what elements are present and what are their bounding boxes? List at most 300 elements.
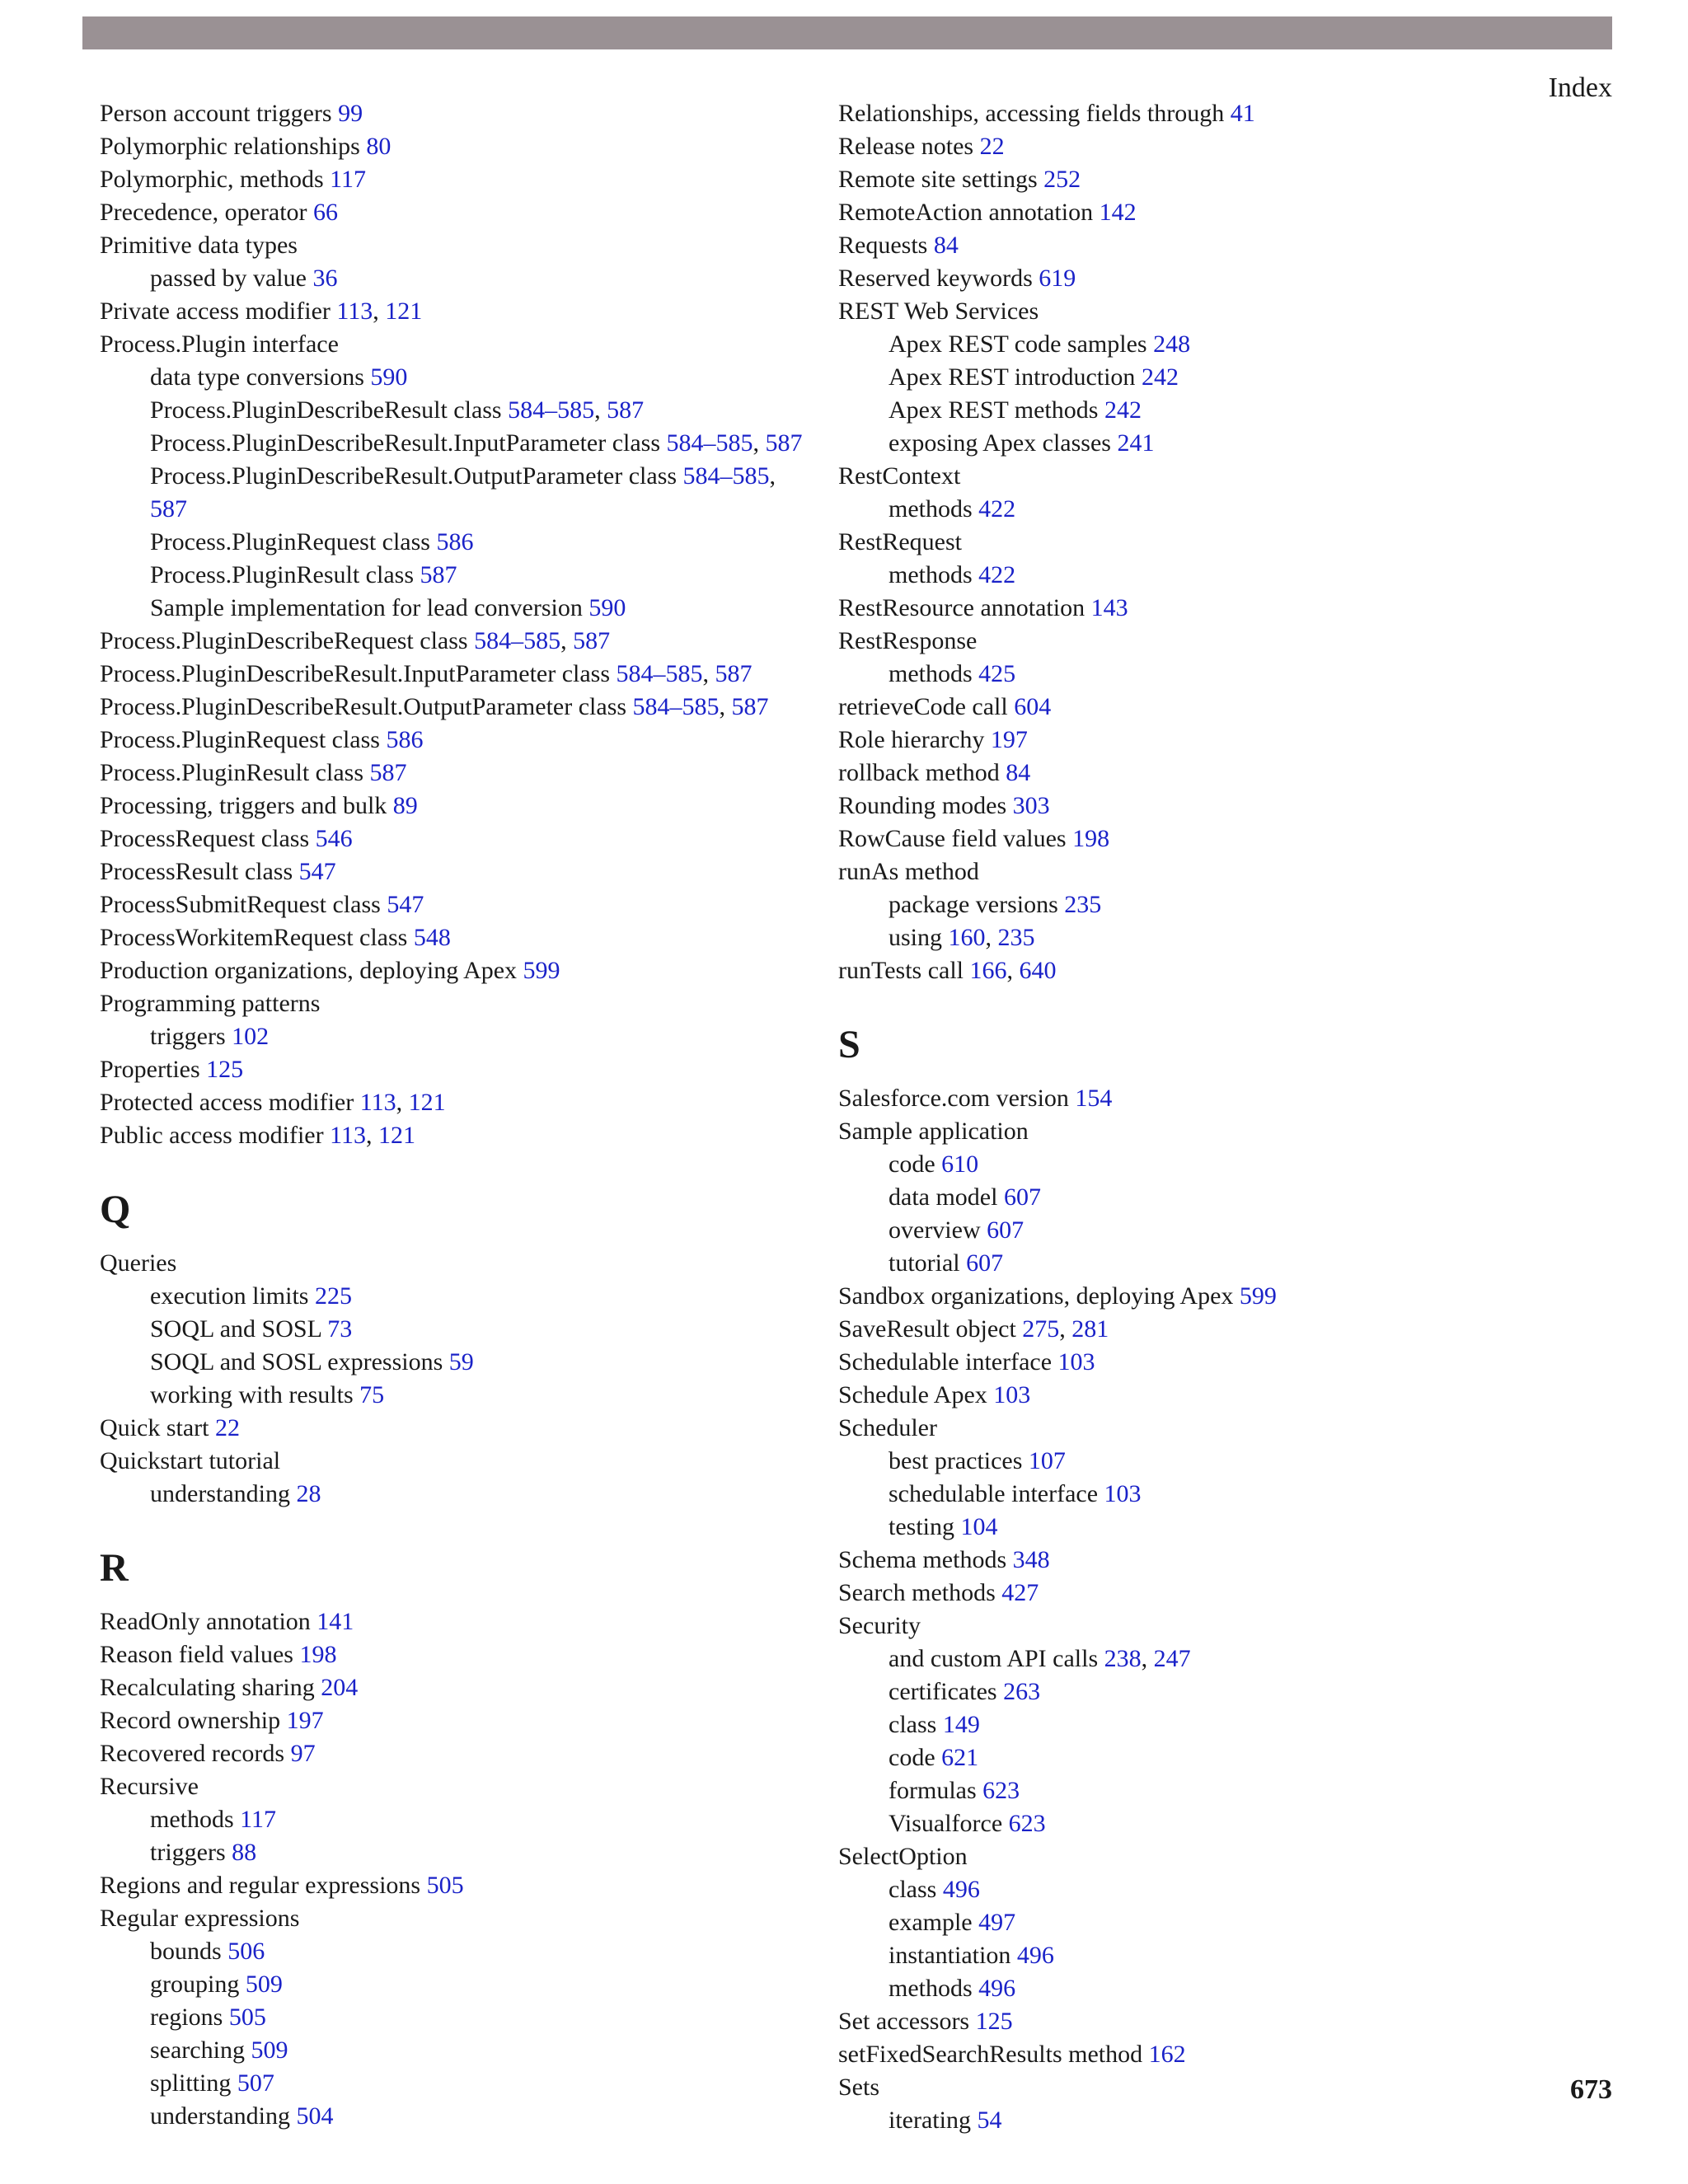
section-letter: Q: [100, 1188, 131, 1231]
index-entry: [838, 1412, 1547, 1445]
page-reference-link[interactable]: 607: [987, 1216, 1025, 1244]
index-entry: [838, 592, 1547, 625]
page-reference-link[interactable]: 607: [1003, 1183, 1041, 1211]
index-subentry: [838, 1247, 1547, 1280]
index-entry: runTests call 166, 640: [838, 957, 1057, 984]
index-subentry: [838, 1939, 1547, 1972]
entry-term: retrieveCode call: [838, 693, 1015, 720]
page-reference-link[interactable]: 281: [1071, 1315, 1109, 1343]
index-subentry: [838, 1445, 1547, 1478]
entry-term: Process.PluginDescribeRequest class: [100, 627, 475, 654]
index-entry: [100, 1869, 809, 1902]
index-subentry: [100, 1346, 809, 1379]
page-reference-link[interactable]: 103: [1104, 1480, 1142, 1507]
page-reference-link[interactable]: 22: [214, 1414, 240, 1441]
entry-term: Rounding modes: [838, 792, 1013, 819]
entry-term: Queries: [100, 1249, 177, 1277]
entry-term: RemoteAction annotation: [838, 199, 1100, 226]
entry-term: Apex REST introduction: [889, 363, 1142, 391]
page-reference-link[interactable]: 121: [377, 1122, 415, 1149]
entry-term: overview: [889, 1216, 987, 1244]
page-reference-link[interactable]: 604: [1014, 693, 1052, 720]
page-reference-link[interactable]: 121: [385, 298, 423, 325]
index-subentry: [100, 2034, 809, 2067]
page-reference-link[interactable]: 497: [978, 1909, 1016, 1936]
page-reference-link[interactable]: 422: [978, 495, 1016, 523]
page-reference-link[interactable]: 584–585: [632, 693, 720, 720]
page-reference-link[interactable]: 141: [316, 1608, 354, 1635]
index-entry: [838, 1082, 1547, 1115]
entry-term: RestResource annotation: [838, 594, 1091, 621]
index-subentry: [100, 592, 809, 625]
index-subentry: [838, 493, 1547, 526]
entry-term: runTests call: [838, 957, 970, 984]
entry-term: ProcessWorkitemRequest class: [100, 924, 414, 951]
index-subentry: [100, 1478, 809, 1511]
entry-term: triggers: [150, 1023, 232, 1050]
page-reference-link[interactable]: 149: [942, 1711, 980, 1738]
section-letter: S: [838, 1023, 860, 1066]
index-entry: [100, 229, 809, 262]
page-reference-link[interactable]: 610: [941, 1151, 979, 1178]
page-reference-link[interactable]: 590: [370, 363, 408, 391]
page-reference-link[interactable]: 160: [948, 924, 986, 951]
page-reference-link[interactable]: 99: [338, 100, 363, 127]
index-entry: SaveResult object 275, 281: [838, 1315, 1109, 1343]
entry-term: RestRequest: [838, 528, 962, 555]
page-reference-link[interactable]: 587: [731, 693, 769, 720]
page-reference-link[interactable]: 587: [607, 396, 645, 424]
index-subentry: [100, 1935, 809, 1968]
entry-term: rollback method: [838, 759, 1006, 786]
page-reference-link[interactable]: 425: [978, 660, 1016, 687]
index-subentry: [100, 1379, 809, 1412]
entry-term: exposing Apex classes: [889, 429, 1118, 457]
entry-term: passed by value: [150, 265, 313, 292]
index-entry: [838, 1379, 1547, 1412]
page-reference-link[interactable]: 509: [245, 1971, 283, 1998]
index-subentry: [838, 658, 1547, 691]
page-reference-link[interactable]: 36: [312, 265, 338, 292]
index-subentry: [838, 1511, 1547, 1544]
page-reference-link[interactable]: 584–585: [616, 660, 703, 687]
page-reference-link[interactable]: 303: [1012, 792, 1050, 819]
index-subentry: and custom API calls 238, 247: [889, 1645, 1191, 1672]
page-reference-link[interactable]: 507: [237, 2069, 274, 2097]
entry-term: Process.PluginDescribeResult.OutputParameter class: [150, 462, 683, 490]
page-reference-link[interactable]: 22: [979, 133, 1005, 160]
page-reference-link[interactable]: 248: [1153, 330, 1191, 358]
page-reference-link[interactable]: 103: [993, 1381, 1031, 1408]
index-entry: Protected access modifier 113, 121: [100, 1089, 446, 1116]
page-reference-link[interactable]: 422: [978, 561, 1016, 588]
index-entry: [838, 1115, 1547, 1148]
page-reference-link[interactable]: 584–585: [474, 627, 561, 654]
page-reference-link[interactable]: 252: [1043, 166, 1081, 193]
page-reference-link[interactable]: 496: [1016, 1942, 1054, 1969]
entry-term: setFixedSearchResults method: [838, 2041, 1149, 2068]
page-reference-link[interactable]: 113: [359, 1089, 396, 1116]
entry-term: SaveResult object: [838, 1315, 1023, 1343]
entry-term: and custom API calls: [889, 1645, 1104, 1672]
index-entry: [100, 921, 809, 954]
index-column-left: [100, 97, 809, 2133]
page-reference-link[interactable]: 117: [330, 166, 367, 193]
index-subentry: [100, 1836, 809, 1869]
page-reference-link[interactable]: 584–585: [508, 396, 595, 424]
entry-term: Salesforce.com version: [838, 1085, 1076, 1112]
page-reference-link[interactable]: 586: [386, 726, 424, 753]
page-reference-link[interactable]: 587: [420, 561, 457, 588]
page-reference-link[interactable]: 162: [1148, 2041, 1186, 2068]
page-reference-link[interactable]: 546: [315, 825, 353, 852]
index-subentry: [100, 559, 809, 592]
entry-term: Person account triggers: [100, 100, 339, 127]
entry-term: RowCause field values: [838, 825, 1073, 852]
page-reference-link[interactable]: 619: [1039, 265, 1076, 292]
index-subentry: Process.PluginDescribeResult class 584–585, 587: [150, 396, 645, 424]
page-reference-link[interactable]: 496: [978, 1975, 1016, 2002]
entry-term: Quick start: [100, 1414, 215, 1441]
page-reference-link[interactable]: 235: [997, 924, 1035, 951]
page-reference-link[interactable]: 154: [1075, 1085, 1113, 1112]
entry-term: Private access modifier: [100, 298, 337, 325]
index-entry: [100, 1445, 809, 1478]
page-reference-link[interactable]: 97: [290, 1740, 316, 1767]
entry-term: understanding: [150, 1480, 297, 1507]
page-reference-link[interactable]: 584–585: [666, 429, 753, 457]
entry-term: methods: [889, 660, 979, 687]
index-entry: [100, 97, 809, 130]
page-reference-link[interactable]: 238: [1104, 1645, 1142, 1672]
entry-term: certificates: [889, 1678, 1004, 1705]
entry-term: Process.PluginRequest class: [150, 528, 437, 555]
page-reference-link[interactable]: 584–585: [682, 462, 770, 490]
entry-term: Process.PluginRequest class: [100, 726, 387, 753]
page-reference-link[interactable]: 547: [298, 858, 336, 885]
index-subentry: [100, 1020, 809, 1053]
page-number: 673: [1570, 2074, 1612, 2105]
entry-term: Regular expressions: [100, 1905, 300, 1932]
entry-term: schedulable interface: [889, 1480, 1104, 1507]
page-reference-link[interactable]: 427: [1001, 1579, 1039, 1606]
entry-term: class: [889, 1876, 943, 1903]
entry-term: Set accessors: [838, 2008, 976, 2035]
page-reference-link[interactable]: 197: [286, 1707, 324, 1734]
entry-term: execution limits: [150, 1282, 315, 1310]
entry-term: Process.PluginDescribeResult.OutputParameter class: [100, 693, 633, 720]
entry-term: Apex REST code samples: [889, 330, 1154, 358]
index-subentry: [838, 559, 1547, 592]
page-reference-link[interactable]: 80: [366, 133, 392, 160]
entry-term: Sets: [838, 2074, 880, 2101]
entry-term: triggers: [150, 1839, 232, 1866]
index-subentry: [100, 262, 809, 295]
page-reference-link[interactable]: 75: [359, 1381, 385, 1408]
page-reference-link[interactable]: 121: [408, 1089, 446, 1116]
index-subentry: [100, 526, 809, 559]
page-reference-link[interactable]: 28: [296, 1480, 321, 1507]
page-reference-link[interactable]: 548: [413, 924, 451, 951]
page-reference-link[interactable]: 587: [150, 495, 187, 523]
page-reference-link[interactable]: 505: [426, 1872, 464, 1899]
page-reference-link[interactable]: 89: [392, 792, 418, 819]
section-letter: R: [100, 1546, 129, 1590]
entry-term: methods: [889, 495, 979, 523]
entry-term: Role hierarchy: [838, 726, 991, 753]
index-entry: [838, 163, 1547, 196]
index-entry: [838, 1840, 1547, 1873]
index-entry: [100, 954, 809, 987]
index-entry: [838, 757, 1547, 790]
index-entry: [838, 1577, 1547, 1610]
index-entry: [100, 1605, 809, 1638]
page-reference-link[interactable]: 84: [933, 232, 959, 259]
page-reference-link[interactable]: 113: [336, 298, 373, 325]
page-reference-link[interactable]: 621: [941, 1744, 979, 1771]
entry-term: Regions and regular expressions: [100, 1872, 427, 1899]
page-reference-link[interactable]: 142: [1099, 199, 1137, 226]
page-reference-link[interactable]: 197: [990, 726, 1028, 753]
page-reference-link[interactable]: 66: [313, 199, 339, 226]
entry-term: Programming patterns: [100, 990, 321, 1017]
page-reference-link[interactable]: 275: [1022, 1315, 1060, 1343]
page-reference-link[interactable]: 547: [387, 891, 424, 918]
index-entry: [100, 1704, 809, 1737]
entry-term: ProcessSubmitRequest class: [100, 891, 387, 918]
index-subentry: [838, 361, 1547, 394]
page-reference-link[interactable]: 496: [942, 1876, 980, 1903]
index-entry: [100, 196, 809, 229]
index-entry: [838, 97, 1547, 130]
index-subentry: [838, 888, 1547, 921]
entry-term: Properties: [100, 1056, 207, 1083]
index-entry: [838, 1280, 1547, 1313]
index-subentry: [838, 1906, 1547, 1939]
index-entry: Public access modifier 113, 121: [100, 1122, 415, 1149]
index-entry: [838, 855, 1547, 888]
index-entry: [100, 987, 809, 1020]
page-reference-link[interactable]: 103: [1057, 1348, 1095, 1376]
index-subentry: [100, 1968, 809, 2001]
entry-term: Protected access modifier: [100, 1089, 360, 1116]
page-reference-link[interactable]: 198: [299, 1641, 337, 1668]
entry-term: Process.PluginDescribeResult.InputParameter class: [150, 429, 667, 457]
page-reference-link[interactable]: 241: [1117, 429, 1155, 457]
index-entry: Process.PluginDescribeRequest class 584–585, 587: [100, 627, 611, 654]
index-entry: [838, 790, 1547, 823]
entry-term: Recalculating sharing: [100, 1674, 321, 1701]
index-entry: Private access modifier 113, 121: [100, 298, 423, 325]
entry-term: Recursive: [100, 1773, 199, 1800]
index-entry: [100, 1770, 809, 1803]
index-entry: [838, 724, 1547, 757]
entry-term: Precedence, operator: [100, 199, 314, 226]
page-reference-link[interactable]: 506: [227, 1938, 265, 1965]
index-entry: [100, 724, 809, 757]
entry-term: methods: [150, 1806, 241, 1833]
index-entry: [838, 295, 1547, 328]
index-subentry: [838, 1972, 1547, 2005]
page-reference-link[interactable]: 590: [588, 594, 626, 621]
entry-term: REST Web Services: [838, 298, 1039, 325]
entry-term: Production organizations, deploying Apex: [100, 957, 523, 984]
entry-term: testing: [889, 1513, 961, 1540]
page-reference-link[interactable]: 607: [966, 1249, 1004, 1277]
page-reference-link[interactable]: 102: [232, 1023, 270, 1050]
page-reference-link[interactable]: 247: [1153, 1645, 1191, 1672]
page-reference-link[interactable]: 640: [1019, 957, 1057, 984]
index-entry: [100, 790, 809, 823]
entry-term: Process.Plugin interface: [100, 330, 339, 358]
entry-term: class: [889, 1711, 943, 1738]
entry-term: Quickstart tutorial: [100, 1447, 281, 1474]
entry-term: methods: [889, 1975, 979, 2002]
index-subentry: [838, 328, 1547, 361]
index-entry: [838, 691, 1547, 724]
page-reference-link[interactable]: 509: [251, 2036, 288, 2064]
index-entry: [838, 625, 1547, 658]
entry-term: RestContext: [838, 462, 961, 490]
page-reference-link[interactable]: 143: [1090, 594, 1128, 621]
entry-term: Reason field values: [100, 1641, 300, 1668]
entry-term: Record ownership: [100, 1707, 287, 1734]
index-entry: [838, 526, 1547, 559]
entry-term: searching: [150, 2036, 251, 2064]
page-reference-link[interactable]: 125: [975, 2008, 1013, 2035]
index-subentry: [838, 1774, 1547, 1807]
index-subentry: using 160, 235: [889, 924, 1035, 951]
page-reference-link[interactable]: 599: [523, 957, 560, 984]
entry-term: Scheduler: [838, 1414, 937, 1441]
page-reference-link[interactable]: 235: [1064, 891, 1102, 918]
page-reference-link[interactable]: 84: [1006, 759, 1031, 786]
entry-term: data model: [889, 1183, 1004, 1211]
index-entry: [838, 823, 1547, 855]
page-reference-link[interactable]: 166: [969, 957, 1007, 984]
page-reference-link[interactable]: 623: [1008, 1810, 1046, 1837]
index-entry: [838, 229, 1547, 262]
entry-term: Schedule Apex: [838, 1381, 994, 1408]
entry-term: code: [889, 1744, 942, 1771]
page-reference-link[interactable]: 623: [982, 1777, 1020, 1804]
page-reference-link[interactable]: 125: [206, 1056, 244, 1083]
index-subentry: Process.PluginDescribeResult.OutputParameter class 584–585, 587: [150, 462, 776, 523]
index-subentry: [838, 2104, 1547, 2137]
page-reference-link[interactable]: 599: [1239, 1282, 1277, 1310]
entry-term: Schedulable interface: [838, 1348, 1058, 1376]
entry-term: Process.PluginResult class: [150, 561, 420, 588]
entry-term: SOQL and SOSL: [150, 1315, 328, 1343]
page-reference-link[interactable]: 242: [1141, 363, 1179, 391]
entry-term: Process.PluginResult class: [100, 759, 370, 786]
header-bar: [82, 16, 1612, 49]
page-reference-link[interactable]: 73: [327, 1315, 353, 1343]
index-subentry: Process.PluginDescribeResult.InputParameter class 584–585, 587: [150, 429, 803, 457]
index-entry: [838, 2005, 1547, 2038]
entry-term: Remote site settings: [838, 166, 1044, 193]
index-entry: [100, 823, 809, 855]
page-reference-link[interactable]: 586: [436, 528, 474, 555]
index-entry: [100, 1247, 809, 1280]
index-subentry: [100, 1803, 809, 1836]
page-reference-link[interactable]: 41: [1230, 100, 1255, 127]
page-reference-link[interactable]: 117: [240, 1806, 277, 1833]
page-reference-link[interactable]: 504: [296, 2102, 334, 2130]
entry-term: formulas: [889, 1777, 983, 1804]
entry-term: Apex REST methods: [889, 396, 1104, 424]
entry-term: Primitive data types: [100, 232, 298, 259]
index-subentry: [838, 1675, 1547, 1708]
page-reference-link[interactable]: 88: [232, 1839, 257, 1866]
entry-term: ReadOnly annotation: [100, 1608, 317, 1635]
page-reference-link[interactable]: 587: [715, 660, 753, 687]
entry-term: grouping: [150, 1971, 246, 1998]
index-entry: [838, 460, 1547, 493]
index-subentry: [838, 1148, 1547, 1181]
index-entry: [838, 1610, 1547, 1643]
index-subentry: [100, 1280, 809, 1313]
entry-term: instantiation: [889, 1942, 1017, 1969]
page-reference-link[interactable]: 587: [369, 759, 407, 786]
index-subentry: [838, 394, 1547, 427]
entry-term: Process.PluginDescribeResult class: [150, 396, 509, 424]
page-reference-link[interactable]: 225: [314, 1282, 352, 1310]
entry-term: iterating: [889, 2107, 978, 2134]
entry-term: Visualforce: [889, 1810, 1009, 1837]
page-reference-link[interactable]: 198: [1072, 825, 1110, 852]
entry-term: Recovered records: [100, 1740, 291, 1767]
index-entry: [100, 888, 809, 921]
index-entry: [100, 1737, 809, 1770]
page-reference-link[interactable]: 505: [228, 2004, 266, 2031]
page-reference-link[interactable]: 348: [1012, 1546, 1050, 1573]
entry-term: working with results: [150, 1381, 360, 1408]
entry-term: splitting: [150, 2069, 237, 2097]
index-entry: [838, 1346, 1547, 1379]
page-reference-link[interactable]: 54: [977, 2107, 1002, 2134]
entry-term: tutorial: [889, 1249, 967, 1277]
index-entry: [838, 2071, 1547, 2104]
entry-term: Security: [838, 1612, 921, 1639]
page-reference-link[interactable]: 107: [1028, 1447, 1066, 1474]
index-entry: [100, 1902, 809, 1935]
entry-term: Processing, triggers and bulk: [100, 792, 393, 819]
page-reference-link[interactable]: 242: [1104, 396, 1142, 424]
entry-term: Public access modifier: [100, 1122, 331, 1149]
page-reference-link[interactable]: 113: [330, 1122, 366, 1149]
entry-term: package versions: [889, 891, 1065, 918]
index-entry: [100, 163, 809, 196]
page-reference-link[interactable]: 104: [960, 1513, 998, 1540]
entry-term: SOQL and SOSL expressions: [150, 1348, 449, 1376]
entry-term: regions: [150, 2004, 229, 2031]
page-reference-link[interactable]: 263: [1003, 1678, 1041, 1705]
running-head: Index: [1548, 73, 1612, 103]
page-reference-link[interactable]: 587: [573, 627, 611, 654]
page-reference-link[interactable]: 59: [448, 1348, 474, 1376]
index-entry: [838, 262, 1547, 295]
page-reference-link[interactable]: 587: [765, 429, 803, 457]
page-reference-link[interactable]: 204: [321, 1674, 359, 1701]
index-subentry: [838, 1708, 1547, 1741]
index-subentry: [838, 1214, 1547, 1247]
entry-term: Polymorphic, methods: [100, 166, 331, 193]
index-subentry: [100, 361, 809, 394]
index-entry: [100, 130, 809, 163]
entry-term: Sample application: [838, 1118, 1029, 1145]
index-entry: [838, 1544, 1547, 1577]
